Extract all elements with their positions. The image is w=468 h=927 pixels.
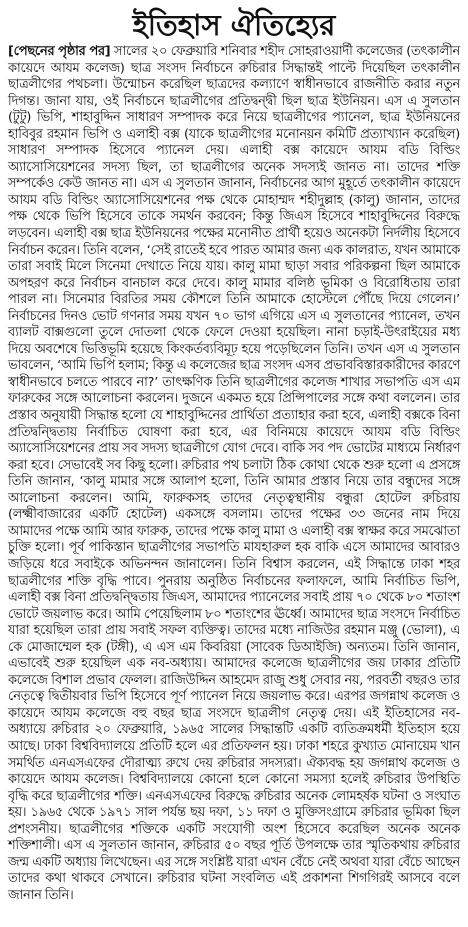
article-text: সালের ২০ ফেব্রুয়ারি শনিবার শহীদ সোহরাওয়ার্দী কলেজের (তৎকালীন কায়েদে আযম কলেজ) ছাত্র সংসদ নির্বাচনে রুচিরার সিদ্ধান্তই পাল্টে দিয়েছিল তৎকালীন ছাত্রলীগের পথচলা। উন্মোচন করেছিল ছাত্রদের কল্যাণে স্বাধীনভাবে রাজনীতি করার নতুন দিগন্ত। জানা যায়, ওই নির্বাচনে ছাত্রলীগের প্রতিদ্বন্দ্বী ছিল ছাত্র ইউনিয়ন। এস এ সুলতান (টুটু) ভিপি, শাহাবুদ্দিন সাধারণ সম্পাদক করে নিয়ে ছাত্রলীগের প্যানেল, ছাত্র ইউনিয়নের হাবিবুর রহমান ভিপি ও এলাহী বক্স (যাকে ছাত্রলীগের মনোনয়ন কমিটি প্রত্যাখ্যান করেছিল) সাধারণ সম্পাদক হিসেবে প্যানেল দেয়। এলাহী বক্স কায়েদে আযম বডি বিল্ডিং অ্যাসোসিয়েশনের সদস্য ছিল, তা ছাত্রলীগের অনেক সদস্যই জানত না। তাদের শক্তি সম্পর্কেও কেউ জানত না। এস এ সুলতান জানান, নির্বাচনের আগ মুহূর্তে তৎকালীন কায়েদে আযম বডি বিল্ডিং অ্যাসোসিয়েশনের পক্ষ থেকে মোহাম্মদ শহীদুল্লাহ (কালু) জানান, তাদের পক্ষ থেকে ভিপি হিসেবে তাকে সমর্থন করবেন; কিন্তু জিএস হিসেবে শাহাবুদ্দিনের বিরুদ্ধে লড়বেন। এলাহী বক্স ছাত্র ইউনিয়নের পক্ষের মনোনীত প্রার্থী হয়েও অনেকটা নির্দলীয় হিসেবে নির্বাচন করেন। তিনি বলেন, ‘সেই রাতেই হবে পারত আমার জন্য এক কালরাত, যখন আমাকে তারা সবাই মিলে সিনেমা দেখাতে নিয়ে যায়। কালু মামা ছাড়া সবার পরিকল্পনা ছিল আমাকে অপহরণ করে নির্বাচন বানচাল করে দেবে। কালু মামার বলিষ্ঠ ভূমিকা ও বিরোধিতায় তারা পারল না। সিনেমার বিরতির সময় কৌশলে তিনি আমাকে হোস্টেলে পৌঁছে দিয়ে গেলেন।’ নির্বাচনের দিনও ভোট গণনার সময় যখন ৭০ ভাগ এগিয়ে এস এ সুলতানের প্যানেল, তখন ব্যালট বাক্সগুলো তুলে দোতলা থেকে ফেলে দেওয়া হয়েছিল। নানা চড়াই-উৎরাইয়ের মধ্য দিয়ে অবশেষে ভিত্তিভূমি হয়েছে কিংকর্তব্যবিমূঢ় হয়ে পড়েছিলেন তিনি। তখন এস এ সুলতান ভাবলেন, ‘আমি ভিপি হলাম; কিন্তু এ কলেজের ছাত্র সংসদ এসব প্রভাববিস্তারকারীদের কারণে স্বাধীনভাবে চলতে পারবে না?’ তাৎক্ষণিক তিনি ছাত্রলীগের কলেজ শাখার সভাপতি এস এম ফারুকের সঙ্গে আলোচনা করলেন। দুজনে একমত হয়ে প্রিন্সিপালের সঙ্গে কথা বললেন। তার প্রস্তাব অনুযায়ী সিদ্ধান্ত হলো যে শাহাবুদ্দিনের প্রার্থিতা প্রত্যাহার করা হবে, এলাহী বক্সকে বিনা প্রতিদ্বন্দ্বিতায় নির্বাচিত ঘোষণা করা হবে, এর বিনিময়ে কায়েদে আযম বডি বিল্ডিং অ্যাসোসিয়েশনের প্রায় সব সদস্য ছাত্রলীগে যোগ দেবে। বাকি সব পদ ভোটের মাধ্যমে নির্ধারণ করা হবে। সেভাবেই সব কিছু হলো। রুচিরার পথ চলাটা ঠিক কোথা থেকে শুরু হলো এ প্রসঙ্গে তিনি জানান, ‘কালু মামার সঙ্গে আলাপ হলো, তিনি আমার প্রস্তাব নিয়ে তার বন্ধুদের সঙ্গে আলোচনা করলেন। আমি, ফারুকসহ তাদের নেতৃত্বস্থানীয় বন্ধুরা হোটেল রুচিরায় (লক্ষ্মীবাজারের একটি হোটেল) একসঙ্গে বসলাম। তাদের পক্ষের ৩৩ জনের নাম দিয়ে আমাদের পক্ষে আমি আর ফারুক, তাদের পক্ষে কালু মামা ও এলাহী বক্স স্বাক্ষর করে সমঝোতা চুক্তি হলো। পূর্ব পাকিস্তান ছাত্রলীগের সভাপতি মাযহারুল হক বাকি এসে আমাদের আবারও জড়িয়ে ধরে সবাইকে অভিনন্দন জানালেন। তিনি বিশ্বাস করলেন, এই সিদ্ধান্তে ঢাকা শহর ছাত্রলীগের শক্তি বৃদ্ধি পাবে। পুনরায় অনুষ্ঠিত নির্বাচনের ফলাফলে, আমি নির্বাচিত ভিপি, এলাহী বক্স বিনা প্রতিদ্বন্দ্বিতায় জিএস, আমাদের প্যানেলের সবাই প্রায় ৭০ থেকে ৮০ শতাংশ ভোটে জয়লাভ করে। আমি পেয়েছিলাম ৮০ শতাংশের ঊর্ধ্বে। আমাদের ছাত্র সংসদে নির্বাচিত যারা হয়েছিল তারা প্রায় সবাই সফল ব্যক্তিত্ব। তাদের মধ্যে নাজিউর রহমান মঞ্জু (ভোলা), এ কে মোজাম্মেল হক (টঙ্গী), এ এস এম কিবরিয়া (সাবেক ডিআইজি) অন্যতম। তিনি জানান, এভাবেই শুরু হয়েছিল এক নব-অধ্যায়। আমাদের কলেজে ছাত্রলীগের জয় ঢাকার প্রতিটি কলেজে বিশাল প্রভাব ফেলল। রাজিউদ্দিন আহমেদ রাজু শুধু সেবার নয়, পরবর্তী বছরও তার নেতৃত্বে দ্বিতীয়বার ভিপি হিসেবে পূর্ণ প্যানেল নিয়ে জয়লাভ করে। এরপর জগন্নাথ কলেজ ও কায়েদে আযম কলেজে বহু বছর ছাত্র সংসদে ছাত্রলীগ নেতৃত্ব দেয়। এই ইতিহাসের নব-অধ্যায়ে রুচিরার ২০ ফেব্রুয়ারি, ১৯৬৫ সালের সিদ্ধান্তটি একটি ব্যতিক্রমধর্মী ইতিহাস হয়ে আছে। ঢাকা বিশ্ববিদ্যালয়ে প্রতিটি হলে এর প্রতিফলন হয়। ঢাকা শহরে কুখ্যাত মোনায়েম খান সমর্থিত এনএসএফের দৌরাত্ম্য রুখে দেয় রুচিরার সদস্যরা। ঐক্যবদ্ধ হয় জগন্নাথ কলেজ ও কায়েদে আযম কলেজ। বিশ্ববিদ্যালয়ে কোনো হলে কোনো সমস্যা হলেই রুচিরার উপস্থিতি বৃদ্ধি করে ছাত্রলীগের শক্তি। এনএসএফের বিরুদ্ধে রুচিরার অনেক লোমহর্ষক ঘটনা ও সংঘাত হয়। ১৯৬৫ থেকে ১৯৭১ সাল পর্যন্ত ছয় দফা, ১১ দফা ও মুক্তিসংগ্রামে রুচিরার ভূমিকা ছিল প্রশংসনীয়। ছাত্রলীগের শক্তিকে একটি সংযোগী অংশ হিসেবে করেছিল অনেক অনেক শক্তিশালী। এস এ সুলতান জানান, রুচিরার ৫০ বছর পূর্তি উপলক্ষে তার স্মৃতিকথায় রুচিরার জন্ম একটি অধ্যায় লিখেছেন। এর সঙ্গে সংশ্লিষ্ট যারা এখন বেঁচে নেই অথবা যারা বেঁচে আছেন তাদের কথা থাকবে সেখানে। রুচিরার ঘটনা সংবলিত এই প্রকাশনা শিগগিরই আসবে বলে জানান তিনি। (8, 44, 460, 903)
article-body (8, 44, 460, 904)
continued-from-label: [পেছনের পৃষ্ঠার পর] (8, 44, 111, 59)
article-headline: ইতিহাস ঐতিহ্যের (132, 8, 336, 42)
